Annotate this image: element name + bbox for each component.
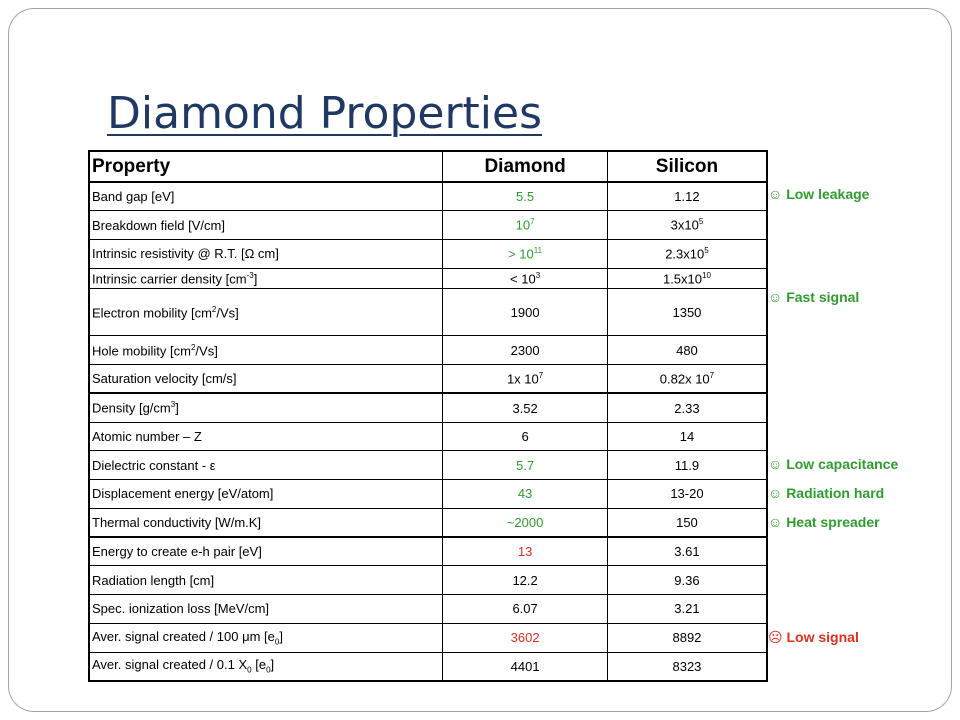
- property-cell: Intrinsic resistivity @ R.T. [Ω cm]: [89, 239, 443, 268]
- silicon-value: $1.5x10^{10}$: [607, 268, 767, 289]
- silicon-value: $3x10^5$: [607, 211, 767, 240]
- diamond-value: > $10^{11}$: [443, 239, 608, 268]
- property-cell: Dielectric constant - ε: [89, 451, 443, 480]
- silicon-value: 3.21: [607, 595, 767, 624]
- property-cell: Aver. signal created / 100 μm $[e_0]$: [89, 623, 443, 652]
- table-row: [89, 182, 767, 211]
- table-row: [89, 239, 767, 268]
- silicon-value: 13-20: [607, 480, 767, 509]
- annotation-low-leakage: ☺ Low leakage: [768, 186, 870, 202]
- smiley-icon: ☺: [768, 289, 783, 305]
- table-row: [89, 365, 767, 394]
- header-diamond: Diamond: [443, 151, 608, 182]
- silicon-value: 150: [607, 508, 767, 537]
- property-cell: Density $[g/cm^3]$: [89, 393, 443, 422]
- diamond-value: 2300: [443, 336, 608, 365]
- diamond-value: 5.7: [443, 451, 608, 480]
- property-cell: Radiation length [cm]: [89, 566, 443, 595]
- property-cell: Intrinsic carrier density $[cm^{-3}]$: [89, 268, 443, 289]
- table-row: [89, 623, 767, 652]
- annotation-low-capacitance: ☺ Low capacitance: [768, 456, 899, 472]
- table-row: [89, 451, 767, 480]
- property-cell: Energy to create e-h pair [eV]: [89, 537, 443, 566]
- smiley-icon: ☺: [768, 186, 783, 202]
- diamond-value: 5.5: [443, 182, 608, 211]
- smiley-icon: ☺: [768, 514, 783, 530]
- table-row: [89, 393, 767, 422]
- diamond-value: 43: [443, 480, 608, 509]
- table-row: [89, 480, 767, 509]
- silicon-value: 9.36: [607, 566, 767, 595]
- property-cell: Band gap [eV]: [89, 182, 443, 211]
- property-cell: Spec. ionization loss [MeV/cm]: [89, 595, 443, 624]
- diamond-value: $10^7$: [443, 211, 608, 240]
- table-header-row: [89, 151, 767, 182]
- property-cell: Breakdown field [V/cm]: [89, 211, 443, 240]
- annotation-low-signal: ☹ Low signal: [768, 629, 859, 645]
- diamond-value: 3602: [443, 623, 608, 652]
- smiley-icon: ☺: [768, 456, 783, 472]
- table-row: [89, 336, 767, 365]
- header-silicon: Silicon: [607, 151, 767, 182]
- slide-title: Diamond Properties: [107, 88, 543, 139]
- silicon-value: 1350: [607, 289, 767, 336]
- property-cell: Hole mobility $[cm^2/Vs]$: [89, 336, 443, 365]
- diamond-value: 12.2: [443, 566, 608, 595]
- property-cell: Saturation velocity [cm/s]: [89, 365, 443, 394]
- frown-icon: ☹: [768, 629, 783, 645]
- diamond-value: 4401: [443, 652, 608, 681]
- header-property: Property: [89, 151, 443, 182]
- silicon-value: 3.61: [607, 537, 767, 566]
- diamond-value: ~2000: [443, 508, 608, 537]
- diamond-value: 13: [443, 537, 608, 566]
- table-row: [89, 652, 767, 681]
- table-row: [89, 268, 767, 289]
- diamond-value: 1x $10^7$: [443, 365, 608, 394]
- table-row: [89, 508, 767, 537]
- table-row: [89, 422, 767, 451]
- property-cell: Thermal conductivity [W/m.K]: [89, 508, 443, 537]
- table-row: [89, 211, 767, 240]
- property-cell: Electron mobility $[cm^2/Vs]$: [89, 289, 443, 336]
- silicon-value: 8323: [607, 652, 767, 681]
- property-cell: Atomic number – Z: [89, 422, 443, 451]
- diamond-value: 6.07: [443, 595, 608, 624]
- property-cell: Aver. signal created / 0.1 $X_0$ $[e_0]$: [89, 652, 443, 681]
- silicon-value: $2.3x10^5$: [607, 239, 767, 268]
- properties-table: [88, 150, 768, 682]
- annotation-radiation-hard: ☺ Radiation hard: [768, 485, 885, 501]
- annotation-heat-spreader: ☺ Heat spreader: [768, 514, 880, 530]
- silicon-value: 14: [607, 422, 767, 451]
- table-row: [89, 595, 767, 624]
- annotation-fast-signal: ☺ Fast signal: [768, 289, 860, 305]
- silicon-value: 2.33: [607, 393, 767, 422]
- diamond-value: 1900: [443, 289, 608, 336]
- diamond-value: < $10^3$: [443, 268, 608, 289]
- table-row: [89, 566, 767, 595]
- silicon-value: 11.9: [607, 451, 767, 480]
- table-row: [89, 289, 767, 336]
- silicon-value: 480: [607, 336, 767, 365]
- property-cell: Displacement energy [eV/atom]: [89, 480, 443, 509]
- silicon-value: 8892: [607, 623, 767, 652]
- diamond-value: 6: [443, 422, 608, 451]
- table-row: [89, 537, 767, 566]
- smiley-icon: ☺: [768, 485, 783, 501]
- silicon-value: 0.82x $10^7$: [607, 365, 767, 394]
- silicon-value: 1.12: [607, 182, 767, 211]
- diamond-value: 3.52: [443, 393, 608, 422]
